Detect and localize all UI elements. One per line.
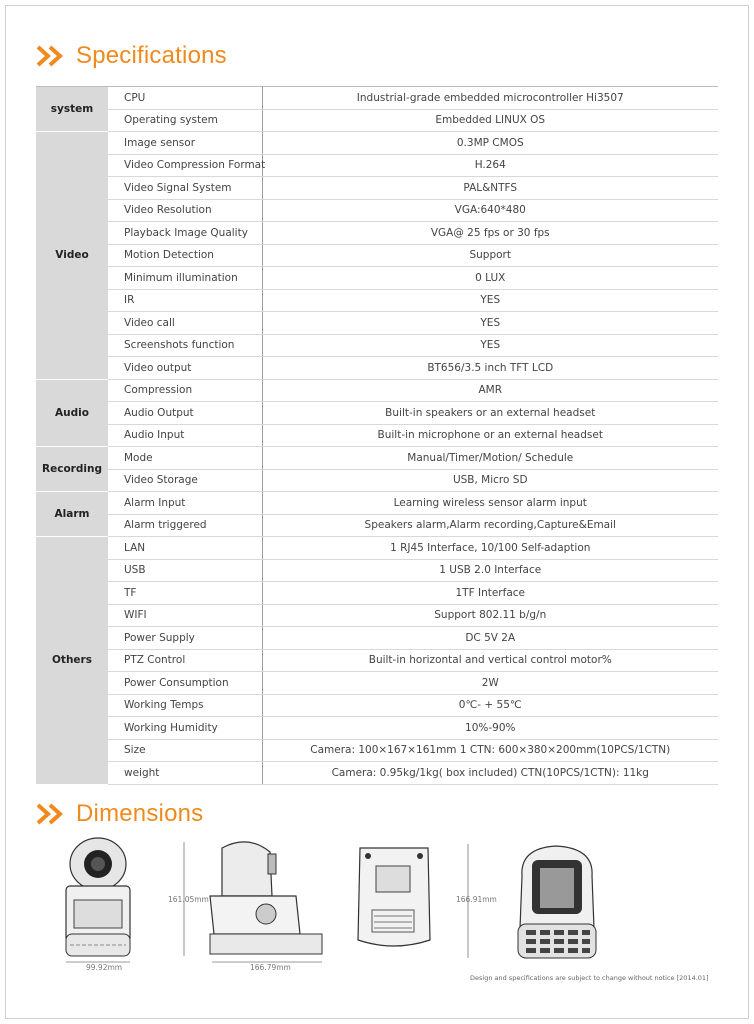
spec-value: Learning wireless sensor alarm input: [262, 492, 718, 515]
spec-label: CPU: [108, 87, 262, 110]
spec-row: [36, 672, 718, 695]
spec-row: [36, 649, 718, 672]
spec-value: 10%-90%: [262, 717, 718, 740]
spec-label: Operating system: [108, 109, 262, 132]
spec-group-label: Audio: [36, 379, 108, 447]
spec-value: Camera: 0.95kg/1kg( box included) CTN(10PCS/1CTN): 11kg: [262, 762, 718, 785]
spec-value: Camera: 100×167×161mm 1 CTN: 600×380×200mm(10PCS/1CTN): [262, 739, 718, 762]
spec-value: DC 5V 2A: [262, 627, 718, 650]
spec-row: [36, 514, 718, 537]
spec-label: Video Signal System: [108, 177, 262, 200]
spec-label: Video output: [108, 357, 262, 380]
spec-row: [36, 154, 718, 177]
spec-row: [36, 334, 718, 357]
spec-label: LAN: [108, 537, 262, 560]
spec-label: Mode: [108, 447, 262, 470]
dimension-drawings: [0, 820, 754, 1000]
spec-value: Support: [262, 244, 718, 267]
spec-label: Image sensor: [108, 132, 262, 155]
spec-row: [36, 559, 718, 582]
spec-row: [36, 537, 718, 560]
spec-value: Manual/Timer/Motion/ Schedule: [262, 447, 718, 470]
spec-row: [36, 469, 718, 492]
spec-group-label: system: [36, 87, 108, 132]
spec-label: PTZ Control: [108, 649, 262, 672]
spec-row: [36, 604, 718, 627]
spec-label: Alarm triggered: [108, 514, 262, 537]
spec-label: IR: [108, 289, 262, 312]
spec-row: [36, 222, 718, 245]
spec-group-label: Alarm: [36, 492, 108, 537]
spec-value: PAL&NTFS: [262, 177, 718, 200]
spec-row: [36, 379, 718, 402]
spec-label: Power Supply: [108, 627, 262, 650]
spec-row: [36, 312, 718, 335]
spec-row: [36, 289, 718, 312]
spec-value: VGA:640*480: [262, 199, 718, 222]
spec-label: Video Resolution: [108, 199, 262, 222]
spec-value: 1 USB 2.0 Interface: [262, 559, 718, 582]
spec-row: [36, 132, 718, 155]
spec-row: [36, 244, 718, 267]
spec-label: Video call: [108, 312, 262, 335]
spec-value: AMR: [262, 379, 718, 402]
back-height-label: 166.91mm: [456, 895, 497, 904]
spec-label: TF: [108, 582, 262, 605]
spec-group-label: Others: [36, 537, 108, 785]
spec-label: Working Temps: [108, 694, 262, 717]
spec-label: USB: [108, 559, 262, 582]
specifications-header: [36, 42, 227, 70]
spec-value: 0.3MP CMOS: [262, 132, 718, 155]
side-view-drawing: [168, 842, 322, 972]
front-view-drawing: [66, 838, 130, 972]
spec-label: Playback Image Quality: [108, 222, 262, 245]
spec-group-label: Video: [36, 132, 108, 380]
dimensions-title: Dimensions: [76, 800, 204, 827]
specifications-table: [36, 86, 718, 785]
spec-value: YES: [262, 334, 718, 357]
front-angled-view-drawing: [518, 846, 596, 958]
spec-value: Speakers alarm,Alarm recording,Capture&Email: [262, 514, 718, 537]
spec-row: [36, 402, 718, 425]
back-view-drawing: [358, 844, 497, 958]
spec-value: 2W: [262, 672, 718, 695]
spec-row: [36, 582, 718, 605]
spec-group-label: Recording: [36, 447, 108, 492]
spec-label: Working Humidity: [108, 717, 262, 740]
spec-value: BT656/3.5 inch TFT LCD: [262, 357, 718, 380]
spec-label: weight: [108, 762, 262, 785]
spec-value: H.264: [262, 154, 718, 177]
spec-value: Built-in microphone or an external headset: [262, 424, 718, 447]
side-height-label: 161.05mm: [168, 895, 209, 904]
spec-row: [36, 357, 718, 380]
spec-label: Compression: [108, 379, 262, 402]
spec-row: [36, 717, 718, 740]
double-chevron-icon: [36, 45, 66, 67]
spec-value: Built-in speakers or an external headset: [262, 402, 718, 425]
spec-value: Industrial-grade embedded microcontroller Hi3507: [262, 87, 718, 110]
specifications-title: Specifications: [76, 42, 227, 69]
spec-value: USB, Micro SD: [262, 469, 718, 492]
spec-label: Alarm Input: [108, 492, 262, 515]
spec-row: [36, 199, 718, 222]
spec-label: Power Consumption: [108, 672, 262, 695]
spec-label: Audio Output: [108, 402, 262, 425]
spec-row: [36, 109, 718, 132]
spec-row: [36, 694, 718, 717]
spec-label: Motion Detection: [108, 244, 262, 267]
spec-value: 0 LUX: [262, 267, 718, 290]
spec-label: Video Compression Format: [108, 154, 262, 177]
spec-label: Screenshots function: [108, 334, 262, 357]
spec-label: Size: [108, 739, 262, 762]
spec-value: YES: [262, 289, 718, 312]
spec-row: [36, 739, 718, 762]
spec-row: [36, 762, 718, 785]
spec-value: 1 RJ45 Interface, 10/100 Self-adaption: [262, 537, 718, 560]
spec-label: Video Storage: [108, 469, 262, 492]
spec-row: [36, 87, 718, 110]
spec-label: Minimum illumination: [108, 267, 262, 290]
spec-value: Support 802.11 b/g/n: [262, 604, 718, 627]
spec-label: Audio Input: [108, 424, 262, 447]
spec-row: [36, 267, 718, 290]
spec-value: YES: [262, 312, 718, 335]
spec-row: [36, 177, 718, 200]
front-width-label: 99.92mm: [86, 963, 123, 972]
side-depth-label: 166.79mm: [250, 963, 291, 972]
spec-label: WIFI: [108, 604, 262, 627]
spec-value: Built-in horizontal and vertical control motor%: [262, 649, 718, 672]
spec-value: VGA@ 25 fps or 30 fps: [262, 222, 718, 245]
spec-value: 1TF Interface: [262, 582, 718, 605]
disclaimer-note: Design and specifications are subject to change without notice [2014.01]: [470, 974, 709, 982]
spec-value: 0℃- + 55℃: [262, 694, 718, 717]
spec-row: [36, 627, 718, 650]
spec-value: Embedded LINUX OS: [262, 109, 718, 132]
spec-row: [36, 447, 718, 470]
spec-row: [36, 492, 718, 515]
spec-row: [36, 424, 718, 447]
